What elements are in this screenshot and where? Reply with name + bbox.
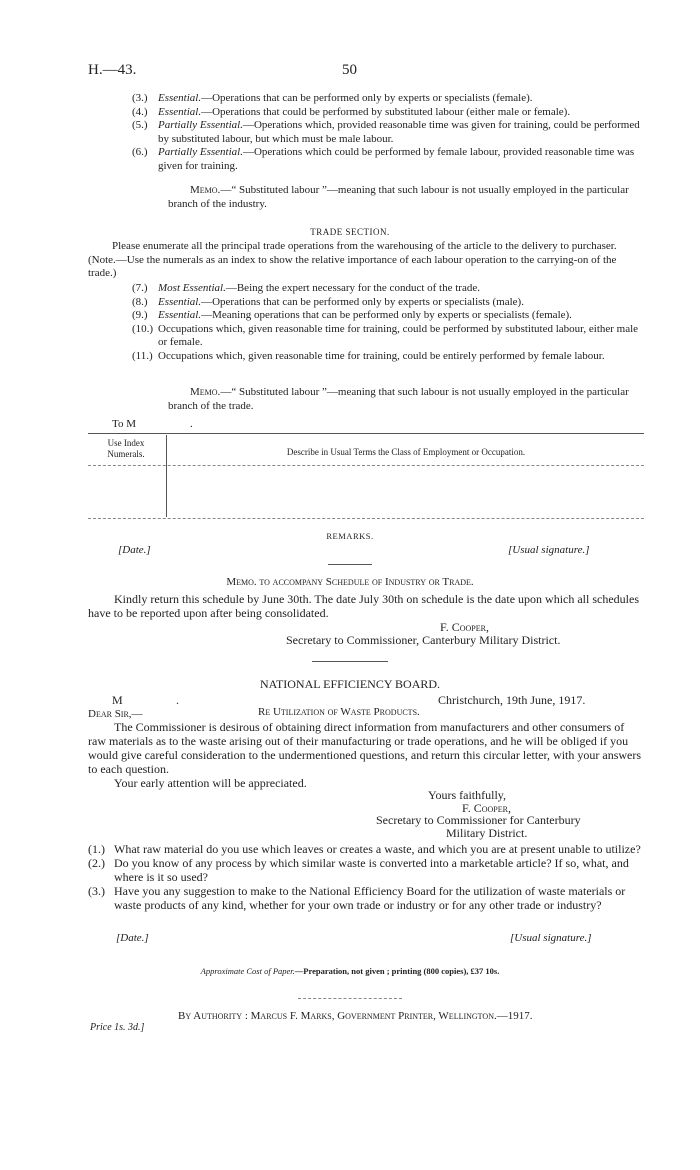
letter-signer-title-1: Secretary to Commissioner for Canterbury bbox=[376, 813, 581, 827]
list-item: (4.) Essential.—Operations that could be performed by substituted labour (either male or female). bbox=[132, 105, 571, 118]
letter-heading: NATIONAL EFFICIENCY BOARD. bbox=[259, 677, 441, 691]
list-item: (3.) Essential.—Operations that can be performed only by experts or specialists (female). bbox=[132, 92, 533, 104]
page-number: 50 bbox=[342, 62, 357, 78]
schedule-memo-heading: Memo. to accompany Schedule of Industry or Trade. bbox=[226, 576, 474, 588]
list-item: (5.) Partially Essential.—Operations which, provided reasonable time was given for training, could be performed by substituted labour, but which must be male labour. bbox=[132, 119, 640, 145]
list-item: (7.) Most Essential.—Being the expert necessary for the conduct of the trade. bbox=[132, 282, 480, 294]
list-item: (11.) Occupations which, given reasonable time for training, could be entirely performed by female labour. bbox=[132, 349, 605, 362]
trade-section-heading: TRADE SECTION. bbox=[310, 227, 390, 237]
factory-items-list bbox=[132, 92, 642, 173]
form-top-rule bbox=[88, 433, 644, 434]
form-column-divider bbox=[166, 435, 167, 517]
letter-body: The Commissioner is desirous of obtaining direct information from manufacturers and other consumers of raw materials as to the waste arising out of their manufacturing or trade operations, and he will be obliged if you would give careful consideration to the undermentioned questions, and return this circular letter, with your answers to each question. bbox=[88, 720, 642, 776]
remarks-heading: REMARKS. bbox=[326, 531, 374, 541]
letter-signer-title-2: Military District. bbox=[446, 826, 528, 840]
list-item: (10.) Occupations which, given reasonable time for training, could be performed by substituted labour, either male or female. bbox=[132, 322, 639, 348]
letter-place-date: Christchurch, 19th June, 1917. bbox=[438, 693, 586, 707]
form-signature-placeholder: [Usual signature.] bbox=[508, 544, 590, 556]
letter-signer: F. Cooper, bbox=[462, 801, 511, 815]
document-reference: H.—43. bbox=[88, 62, 137, 78]
memo-trade: Memo.—“ Substituted labour ”—meaning that such labour is not usually employed in the particular branch of the trade. bbox=[168, 386, 629, 412]
form-col1-header: Use Index Numerals. bbox=[107, 438, 145, 459]
list-item: (6.) Partially Essential.—Operations which could be performed by female labour, provided reasonable time was given for training. bbox=[132, 146, 635, 172]
short-divider bbox=[328, 564, 372, 565]
list-item: (2.) Do you know of any process by which similar waste is converted into a marketable article? If so, what, and where is it so used? bbox=[88, 856, 629, 884]
letter-addressee-dot: . bbox=[176, 693, 179, 707]
list-item: (8.) Essential.—Operations that can be performed only by experts or specialists (male). bbox=[132, 295, 524, 308]
letter-addressee: M bbox=[112, 693, 123, 707]
letter-closing: Yours faithfully, bbox=[428, 788, 507, 802]
section-divider bbox=[312, 661, 388, 662]
form-to-label: To M bbox=[112, 418, 136, 430]
letter-signature-placeholder: [Usual signature.] bbox=[510, 932, 592, 944]
form-to-dot: . bbox=[190, 418, 193, 430]
form-bottom-rule bbox=[88, 518, 644, 519]
schedule-memo-signer-title: Secretary to Commissioner, Canterbury Military District. bbox=[286, 633, 561, 647]
cost-of-paper-note: Approximate Cost of Paper.—Preparation, not given ; printing (800 copies), £37 10s. bbox=[200, 966, 500, 976]
schedule-memo-signer: F. Cooper, bbox=[440, 620, 489, 634]
list-item: (1.) What raw material do you use which leaves or creates a waste, and which you are at present unable to utilize? bbox=[88, 842, 641, 856]
letter-salutation: Dear Sir,— bbox=[88, 708, 143, 720]
price-note: Price 1s. 3d.] bbox=[90, 1022, 145, 1033]
trade-section-intro: Please enumerate all the principal trade operations from the warehousing of the article to the delivery to purchaser. (Note.—Use the numerals as an index to show the relative importance of each labour operation to the carrying-on of the trade.) bbox=[88, 240, 617, 279]
form-col2-header: Describe in Usual Terms the Class of Employment or Occupation. bbox=[286, 447, 526, 457]
letter-date-placeholder: [Date.] bbox=[116, 932, 149, 944]
list-item: (3.) Have you any suggestion to make to the National Efficiency Board for the utilization of waste materials or waste products of any kind, whether for your own trade or industry or for any other trade or industry? bbox=[88, 884, 626, 912]
footer-divider bbox=[298, 998, 402, 999]
form-header-rule bbox=[88, 465, 644, 466]
letter-subject: Re Utilization of Waste Products. bbox=[258, 706, 420, 718]
form-date-placeholder: [Date.] bbox=[118, 544, 151, 556]
memo-industry: Memo.—“ Substituted labour ”—meaning that such labour is not usually employed in the particular branch of the industry. bbox=[168, 184, 629, 210]
printer-authority: By Authority : Marcus F. Marks, Government Printer, Wellington.—1917. bbox=[178, 1010, 533, 1022]
letter-questions-list bbox=[88, 842, 644, 912]
schedule-memo-body: Kindly return this schedule by June 30th. The date July 30th on schedule is the date upon which all schedules have to be reported upon after being consolidated. bbox=[88, 592, 640, 620]
trade-items-list bbox=[132, 282, 642, 363]
list-item: (9.) Essential.—Meaning operations that can be performed only by experts or specialists (female). bbox=[132, 309, 572, 321]
letter-body-closing-note: Your early attention will be appreciated. bbox=[114, 776, 307, 790]
